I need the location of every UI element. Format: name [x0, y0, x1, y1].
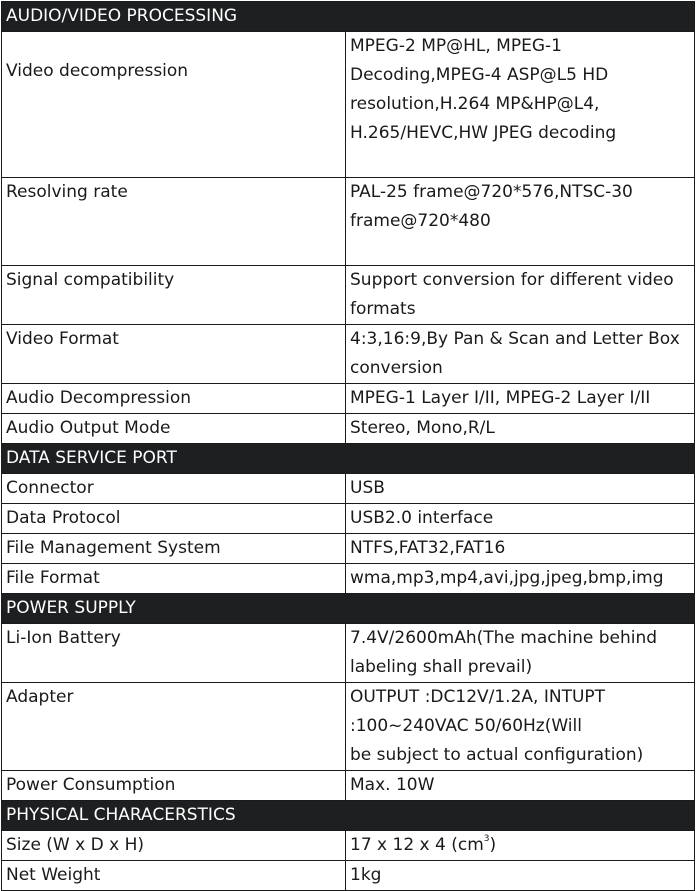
spec-label: Li-Ion Battery — [2, 624, 346, 683]
section-header-row — [2, 2, 695, 32]
spec-value-text: USB — [350, 478, 385, 498]
spec-value-line — [350, 474, 691, 503]
spec-value-line — [350, 831, 691, 860]
section-header-row — [2, 594, 695, 624]
spec-row — [2, 178, 695, 266]
spec-row — [2, 384, 695, 414]
spec-label: Audio Decompression — [2, 384, 346, 414]
spec-row — [2, 683, 695, 771]
spec-value — [346, 414, 695, 444]
spec-value — [346, 384, 695, 414]
spec-value-text: be subject to actual configuration) — [350, 745, 644, 765]
spec-value-line — [350, 564, 691, 593]
section-title: AUDIO/VIDEO PROCESSING — [2, 2, 695, 32]
spec-value-line — [350, 119, 691, 148]
section-header-row — [2, 444, 695, 474]
spec-value-line — [350, 741, 691, 770]
spec-value-superscript: 3 — [483, 834, 490, 845]
spec-value — [346, 325, 695, 384]
spec-value-text: formats — [350, 299, 416, 319]
spec-value — [346, 32, 695, 178]
spec-value-text: Decoding,MPEG-4 ASP@L5 HD — [350, 65, 609, 85]
section-title: DATA SERVICE PORT — [2, 444, 695, 474]
spec-value-line — [350, 683, 691, 712]
spec-label: Signal compatibility — [2, 266, 346, 325]
spec-row — [2, 32, 695, 178]
spec-value-text: OUTPUT :DC12V/1.2A, INTUPT — [350, 687, 606, 707]
spec-value-text: 4:3,16:9,By Pan & Scan and Letter Box — [350, 329, 680, 349]
spec-value-text: NTFS,FAT32,FAT16 — [350, 538, 506, 558]
spec-value-text: resolution,H.264 MP&HP@L4, — [350, 94, 600, 114]
spec-value-line — [350, 861, 691, 890]
spec-value-text: Max. 10W — [350, 775, 435, 795]
spec-value-text: MPEG-1 Layer I/II, MPEG-2 Layer I/II — [350, 388, 651, 408]
spec-value — [346, 771, 695, 801]
spec-row — [2, 831, 695, 861]
spec-label: Net Weight — [2, 861, 346, 891]
spec-value — [346, 831, 695, 861]
spec-value — [346, 504, 695, 534]
spec-value-text: Support conversion for different video — [350, 270, 674, 290]
spec-value — [346, 474, 695, 504]
section-header-row — [2, 801, 695, 831]
spec-value-line — [350, 178, 691, 207]
spec-value-line — [350, 504, 691, 533]
spec-value-text: 17 x 12 x 4 (cm — [350, 835, 484, 855]
spec-value-line — [350, 653, 691, 682]
spec-row — [2, 504, 695, 534]
spec-label: Data Protocol — [2, 504, 346, 534]
spec-value-line — [350, 771, 691, 800]
spec-value — [346, 564, 695, 594]
spec-label: File Management System — [2, 534, 346, 564]
spec-label: Audio Output Mode — [2, 414, 346, 444]
spec-value — [346, 861, 695, 891]
spec-value-line — [350, 295, 691, 324]
spec-value-text: frame@720*480 — [350, 211, 491, 231]
spec-row — [2, 564, 695, 594]
spec-value-line — [350, 624, 691, 653]
section-title: PHYSICAL CHARACERSTICS — [2, 801, 695, 831]
spec-value-line — [350, 414, 691, 443]
spec-value-suffix: ) — [489, 835, 497, 855]
spec-label: Connector — [2, 474, 346, 504]
spec-value-text: wma,mp3,mp4,avi,jpg,jpeg,bmp,img — [350, 568, 664, 588]
spec-value-line — [350, 354, 691, 383]
spec-row — [2, 534, 695, 564]
spec-value-text: H.265/HEVC,HW JPEG decoding — [350, 123, 617, 143]
spec-value-text: USB2.0 interface — [350, 508, 494, 528]
spec-value — [346, 266, 695, 325]
spec-value-text: 7.4V/2600mAh(The machine behind — [350, 628, 658, 648]
spec-value — [346, 683, 695, 771]
spec-label: Video decompression — [2, 32, 346, 178]
spec-label: Power Consumption — [2, 771, 346, 801]
section-title: POWER SUPPLY — [2, 594, 695, 624]
spec-row — [2, 266, 695, 325]
spec-row — [2, 474, 695, 504]
spec-value-line — [350, 325, 691, 354]
spec-value-text: :100~240VAC 50/60Hz(Will — [350, 716, 582, 736]
spec-label: Video Format — [2, 325, 346, 384]
spec-label: File Format — [2, 564, 346, 594]
spec-table — [1, 1, 695, 891]
spec-label: Size (W x D x H) — [2, 831, 346, 861]
spec-row — [2, 624, 695, 683]
spec-value-line — [350, 534, 691, 563]
spec-table-body — [2, 2, 695, 891]
spec-row — [2, 771, 695, 801]
spec-value-line — [350, 90, 691, 119]
spec-value-line — [350, 384, 691, 413]
spec-value-text: conversion — [350, 358, 443, 378]
spec-value-text: 1kg — [350, 865, 382, 885]
spec-value-text: Stereo, Mono,R/L — [350, 418, 495, 438]
spec-value-line — [350, 266, 691, 295]
spec-value-line — [350, 32, 691, 61]
spec-value-text: PAL-25 frame@720*576,NTSC-30 — [350, 182, 633, 202]
spec-value-line — [350, 61, 691, 90]
spec-value — [346, 534, 695, 564]
spec-label: Adapter — [2, 683, 346, 771]
spec-value-text: labeling shall prevail) — [350, 657, 533, 677]
spec-value-line — [350, 207, 691, 236]
spec-row — [2, 325, 695, 384]
spec-value — [346, 178, 695, 266]
spec-label: Resolving rate — [2, 178, 346, 266]
spec-value-line — [350, 712, 691, 741]
spec-value-text: MPEG-2 MP@HL, MPEG-1 — [350, 36, 562, 56]
spec-row — [2, 861, 695, 891]
spec-value — [346, 624, 695, 683]
spec-row — [2, 414, 695, 444]
